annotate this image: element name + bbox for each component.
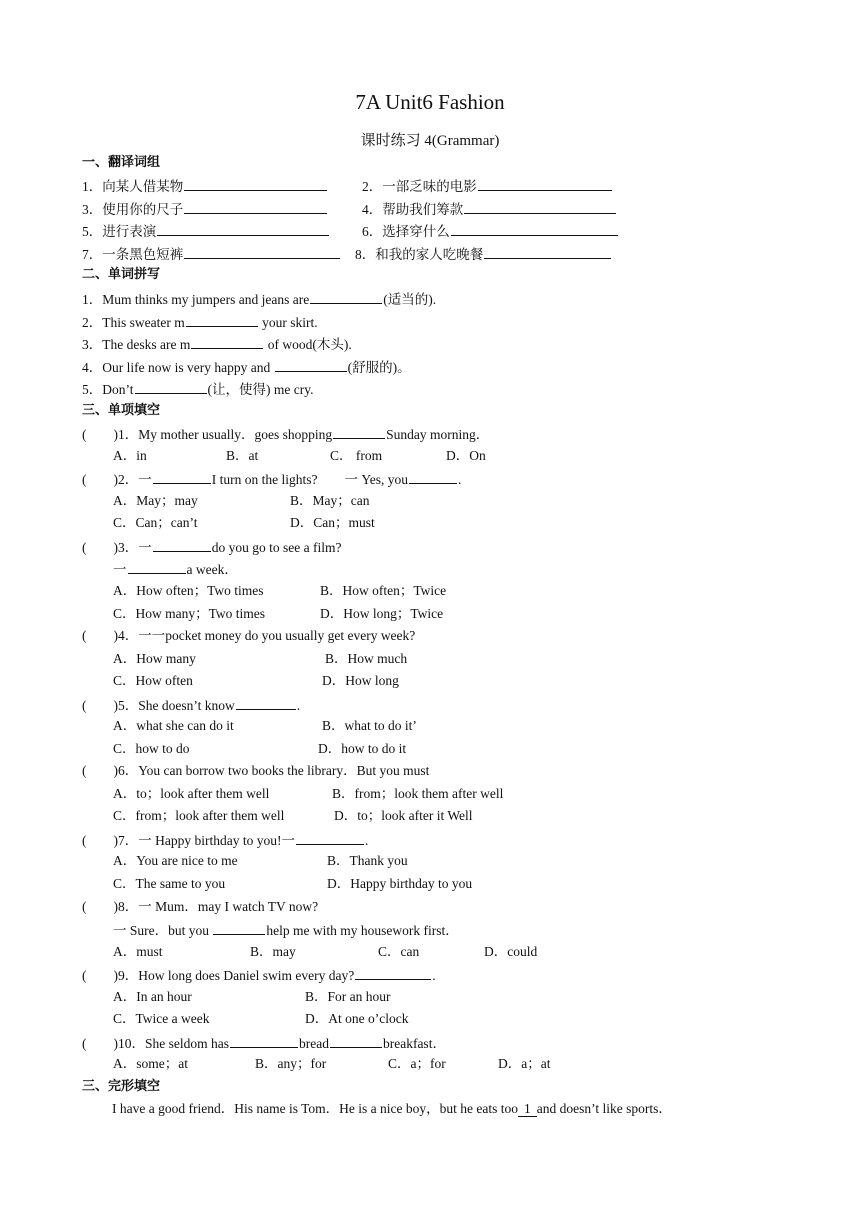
- option-a: A．How often；Two times: [113, 583, 264, 598]
- option-c: C．Twice a week: [113, 1011, 210, 1026]
- option-b: B．May；can: [290, 493, 370, 508]
- option-d: D．On: [446, 448, 486, 463]
- question-1: ( )1．My mother usually．goes shopping Sunday morning．: [82, 424, 489, 444]
- translate-item-3: 3．使用你的尺子: [82, 199, 328, 219]
- option-a: A．in: [113, 448, 147, 463]
- answer-blank: [184, 244, 340, 259]
- section-heading-choice: 三、单项填空: [82, 403, 161, 418]
- option-d: D．a；at: [498, 1056, 551, 1071]
- option-b: B．How often；Twice: [320, 583, 447, 598]
- section-heading-cloze: 三、完形填空: [82, 1079, 161, 1094]
- option-c: C．How many；Two times: [113, 606, 266, 621]
- translate-item-7: 7．一条黑色短裤: [82, 244, 341, 264]
- option-b: B．at: [226, 448, 259, 463]
- answer-blank: [451, 221, 618, 236]
- option-d: D．Happy birthday to you: [327, 876, 473, 891]
- page-subtitle: 课时练习 4(Grammar): [360, 133, 500, 149]
- translate-item-4: 4．帮助我们筹款: [362, 199, 617, 219]
- option-a: A．May；may: [113, 493, 198, 508]
- option-d: D．Can；must: [290, 515, 375, 530]
- translate-item-5: 5．进行表演: [82, 221, 330, 241]
- option-d: D．At one o’clock: [305, 1011, 409, 1026]
- translate-item-8: 8．和我的家人吃晚餐: [355, 244, 612, 264]
- option-c: C．The same to you: [113, 876, 226, 891]
- option-a: A．In an hour: [113, 989, 192, 1004]
- spelling-item-1: 1．Mum thinks my jumpers and jeans are (适当的).: [82, 289, 436, 309]
- cloze-paragraph: I have a good friend．His name is Tom．He is a nice boy，but he eats too 1 and doesn’t like sports．: [112, 1101, 672, 1116]
- translate-item-6: 6．选择穿什么: [362, 221, 619, 241]
- question-7: ( )7．一 Happy birthday to you!一 .: [82, 830, 368, 850]
- option-d: D．How long；Twice: [320, 606, 444, 621]
- option-c: C．from；look after them well: [113, 808, 285, 823]
- page-title: 7A Unit6 Fashion: [355, 90, 505, 114]
- question-5: ( )5．She doesn’t know .: [82, 695, 300, 715]
- question-9: ( )9．How long does Daniel swim every day? .: [82, 965, 436, 985]
- option-b: B．Thank you: [327, 853, 408, 868]
- answer-blank: [464, 199, 616, 214]
- option-a: A．some；at: [113, 1056, 188, 1071]
- question-8-response: 一 Sure．but you help me with my housework first．: [113, 920, 459, 940]
- option-c: C．How often: [113, 673, 193, 688]
- translate-item-1: 1．向某人借某物: [82, 176, 328, 196]
- question-3-response: 一 a week．: [113, 559, 238, 579]
- spelling-item-4: 4．Our life now is very happy and (舒服的)。: [82, 357, 411, 377]
- question-8: ( )8．一 Mum．may I watch TV now?: [82, 899, 319, 914]
- option-b: B．from；look them after well: [332, 786, 504, 801]
- question-2: ( )2．一 I turn on the lights? 一 Yes, you .: [82, 469, 461, 489]
- cloze-blank-1: 1: [518, 1102, 537, 1117]
- question-6: ( )6．You can borrow two books the library．But you must: [82, 763, 430, 778]
- translate-item-2: 2．一部乏味的电影: [362, 176, 613, 196]
- answer-blank: [157, 221, 329, 236]
- option-c: C．can: [378, 944, 420, 959]
- answer-blank: [184, 199, 327, 214]
- section-heading-translate: 一、翻译词组: [82, 155, 161, 170]
- answer-blank: [484, 244, 611, 259]
- option-a: A．what she can do it: [113, 718, 234, 733]
- answer-blank: [184, 176, 327, 191]
- option-a: A．How many: [113, 651, 196, 666]
- spelling-item-3: 3．The desks are m of wood(木头).: [82, 334, 352, 354]
- option-c: C．Can；can’t: [113, 515, 198, 530]
- option-a: A．to；look after them well: [113, 786, 270, 801]
- option-b: B．For an hour: [305, 989, 391, 1004]
- section-heading-spelling: 二、单词拼写: [82, 267, 161, 282]
- option-d: D．how to do it: [318, 741, 407, 756]
- option-d: D．How long: [322, 673, 399, 688]
- option-a: A．must: [113, 944, 163, 959]
- option-b: B．may: [250, 944, 296, 959]
- option-b: B．any；for: [255, 1056, 327, 1071]
- question-10: ( )10．She seldom has bread breakfast．: [82, 1033, 446, 1053]
- option-b: B．what to do it’: [322, 718, 417, 733]
- option-a: A．You are nice to me: [113, 853, 238, 868]
- spelling-item-2: 2．This sweater m your skirt.: [82, 312, 318, 332]
- option-d: D．could: [484, 944, 538, 959]
- spelling-item-5: 5．Don’t (让，使得) me cry.: [82, 379, 314, 399]
- question-3: ( )3．一 do you go to see a film?: [82, 537, 341, 557]
- option-c: C．how to do: [113, 741, 190, 756]
- option-d: D．to；look after it Well: [334, 808, 473, 823]
- option-c: C．a；for: [388, 1056, 446, 1071]
- answer-blank: [478, 176, 612, 191]
- option-c: C． from: [330, 448, 383, 463]
- question-4: ( )4．一一pocket money do you usually get every week?: [82, 628, 416, 643]
- option-b: B．How much: [325, 651, 408, 666]
